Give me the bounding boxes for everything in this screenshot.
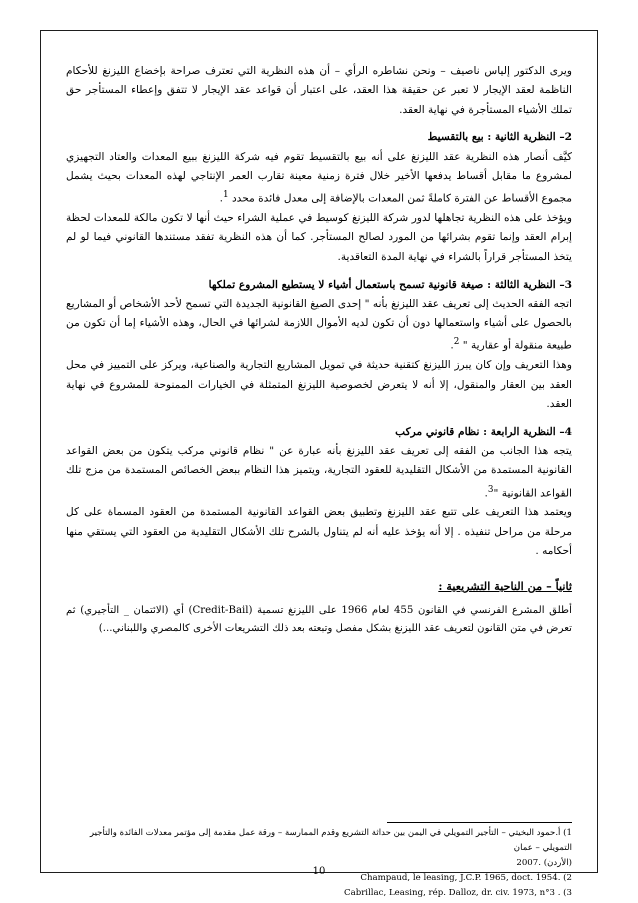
section-heading-legislative: ثانياً – من الناحية التشريعية : <box>438 579 572 594</box>
paragraph-naseef-opinion: ويرى الدكتور إلياس ناصيف – ونحن نشاطره الرأي – أن هذه النظرية التي تعترف صراحة بإخضاع الليزنغ للأحكام الناظمة لعقد الإيجار لا تعبر عن حقيقة هذا العقد، على اعتبار أن قواعد عقد الإيجار لا تتفق وإعطاء المستأجر حق تملك الأشياء المستأجرة في نهاية العقد. <box>66 65 572 116</box>
paragraph-french-law: أطلق المشرع الفرنسي في القانون 455 لعام 1966 على الليزنغ تسمية (Credit-Bail) أي (الائتمان _ التأجيري) ثم تعرض في متن القانون لتعريف عقد الليزنغ بشكل مفصل وتبعته بعد ذلك التشريعات الأخرى كالمصري واللبناني...) <box>66 604 572 634</box>
footnotes <box>66 826 572 901</box>
footnote-1-continued: (الأردن) .2007 <box>516 858 572 868</box>
footnote-ref-1: 1 <box>222 190 229 201</box>
heading-fourth-theory: 4– النظرية الرابعة : نظام قانوني مركب <box>395 425 572 438</box>
paragraph-definition-criticism: وهذا التعريف وإن كان يبرز الليزنغ كتقنية حديثة في تمويل المشاريع التجارية والصناعية، ويركز على التمييز في محل العقد بين العقار والمنقول، إلا أنه لا يتعرض لخصوصية الليزنغ المتمثلة في الخيارات الممنوحة للمشروع في نهاية العقد. <box>66 359 572 410</box>
paragraph-composite-system: يتجه هذا الجانب من الفقه إلى تعريف عقد الليزنغ بأنه عبارة عن " نظام قانوني مركب يتكون من بعض القواعد القانونية المستمدة من الأشكال التقليدية للعقود التجارية، ويتميز هذا النظام ببعض الخصائص المستمدة من مزج تلك القواعد القانونية "$^3$. <box>66 444 572 500</box>
paragraph-modern-definition: اتجه الفقه الحديث إلى تعريف عقد الليزنغ بأنه " إحدى الصيغ القانونية الجديدة التي تسمح لأحد الأشخاص أو المشاريع بالحصول على أشياء واستعمالها دون أن تكون لديه الأموال اللازمة لشرائها في الحال، وهذه الأشياء إما أن تكون من طبيعة منقولة أو عقارية " $^2$. <box>66 297 572 352</box>
page-number: 10 <box>312 866 326 877</box>
paragraph-installment-sale: كيَّف أنصار هذه النظرية عقد الليزنغ على أنه بيع بالتقسيط تقوم فيه شركة الليزنغ ببيع المعدات والعتاد التجهيزي لمشروع ما مقابل أقساط يدفعها الأخير خلال فترة زمنية معينة تقارب العمر الإنتاجي لهذه المعدات بحيث يشمل مجموع الأقساط عن الفترة كاملةً ثمن المعدات بالإضافة إلى معدل فائدة محدد $^1$. <box>66 150 572 205</box>
paragraph-installment-criticism: ويؤخذ على هذه النظرية تجاهلها لدور شركة الليزنغ كوسيط في عملية الشراء حيث أنها لا تكون مالكة للمعدات لحظة إبرام العقد وإنما تقوم بشرائها من المورد لصالح المستأجر. كما أن هذه النظرية تفقد مستندها القانوني فيما لو لم يتخذ المستأجر قراراً بالشراء في نهاية المدة التعاقدية. <box>66 212 572 263</box>
document-body <box>66 62 572 638</box>
footnote-ref-2: 2 <box>453 337 460 348</box>
paragraph-composite-criticism: ويعتمد هذا التعريف على تتبع عقد الليزنغ وتطبيق بعض القواعد القانونية المستمدة من العقود المسماة على كل مرحلة من مراحل تنفيذه . إلا أنه يؤخذ عليه أنه لم يتناول بالشرح تلك الأشكال التقليدية من العقود التي يستقي منها أحكامه . <box>66 506 572 557</box>
footnote-1: 1) أ.حمود البخيتي – التأجير التمويلي في اليمن بين حداثة التشريع وقدم الممارسة – ورقة عمل مقدمة إلى مؤتمر معدلات الفائدة والتأجير التمويلي – عمان <box>89 828 572 853</box>
footnote-separator <box>387 822 572 823</box>
footnote-3: Cabrillac, Leasing, rép. Dalloz, dr. civ. 1973, n°3 . (3 <box>344 888 572 898</box>
footnote-2: Champaud, le leasing, J.C.P. 1965, doct. 1954. (2 <box>360 873 572 883</box>
paragraph-modern-definition-text: اتجه الفقه الحديث إلى تعريف عقد الليزنغ بأنه " إحدى الصيغ القانونية الجديدة التي تسمح لأحد الأشخاص أو المشاريع بالحصول على أشياء واستعمالها دون أن تكون لديه الأموال اللازمة لشرائها في الحال، وهذه الأشياء إما أن تكون من طبيعة منقولة أو عقارية " <box>66 297 572 352</box>
heading-second-theory: 2– النظرية الثانية : بيع بالتقسيط <box>427 131 572 144</box>
paragraph-composite-system-text: يتجه هذا الجانب من الفقه إلى تعريف عقد الليزنغ بأنه عبارة عن " نظام قانوني مركب يتكون من بعض القواعد القانونية المستمدة من الأشكال التقليدية للعقود التجارية، ويتميز هذا النظام ببعض الخصائص المستمدة من مزج تلك القواعد القانونية " <box>66 444 572 500</box>
heading-third-theory: 3– النظرية الثالثة : صيغة قانونية تسمح باستعمال أشياء لا يستطيع المشروع تملكها <box>208 278 572 291</box>
paragraph-installment-sale-text: كيَّف أنصار هذه النظرية عقد الليزنغ على أنه بيع بالتقسيط تقوم فيه شركة الليزنغ ببيع المعدات والعتاد التجهيزي لمشروع ما مقابل أقساط يدفعها الأخير خلال فترة زمنية معينة تقارب العمر الإنتاجي لهذه المعدات بحيث يشمل مجموع الأقساط عن الفترة كاملةً ثمن المعدات بالإضافة إلى معدل فائدة محدد <box>66 150 572 205</box>
footnote-ref-3: 3 <box>487 484 494 495</box>
